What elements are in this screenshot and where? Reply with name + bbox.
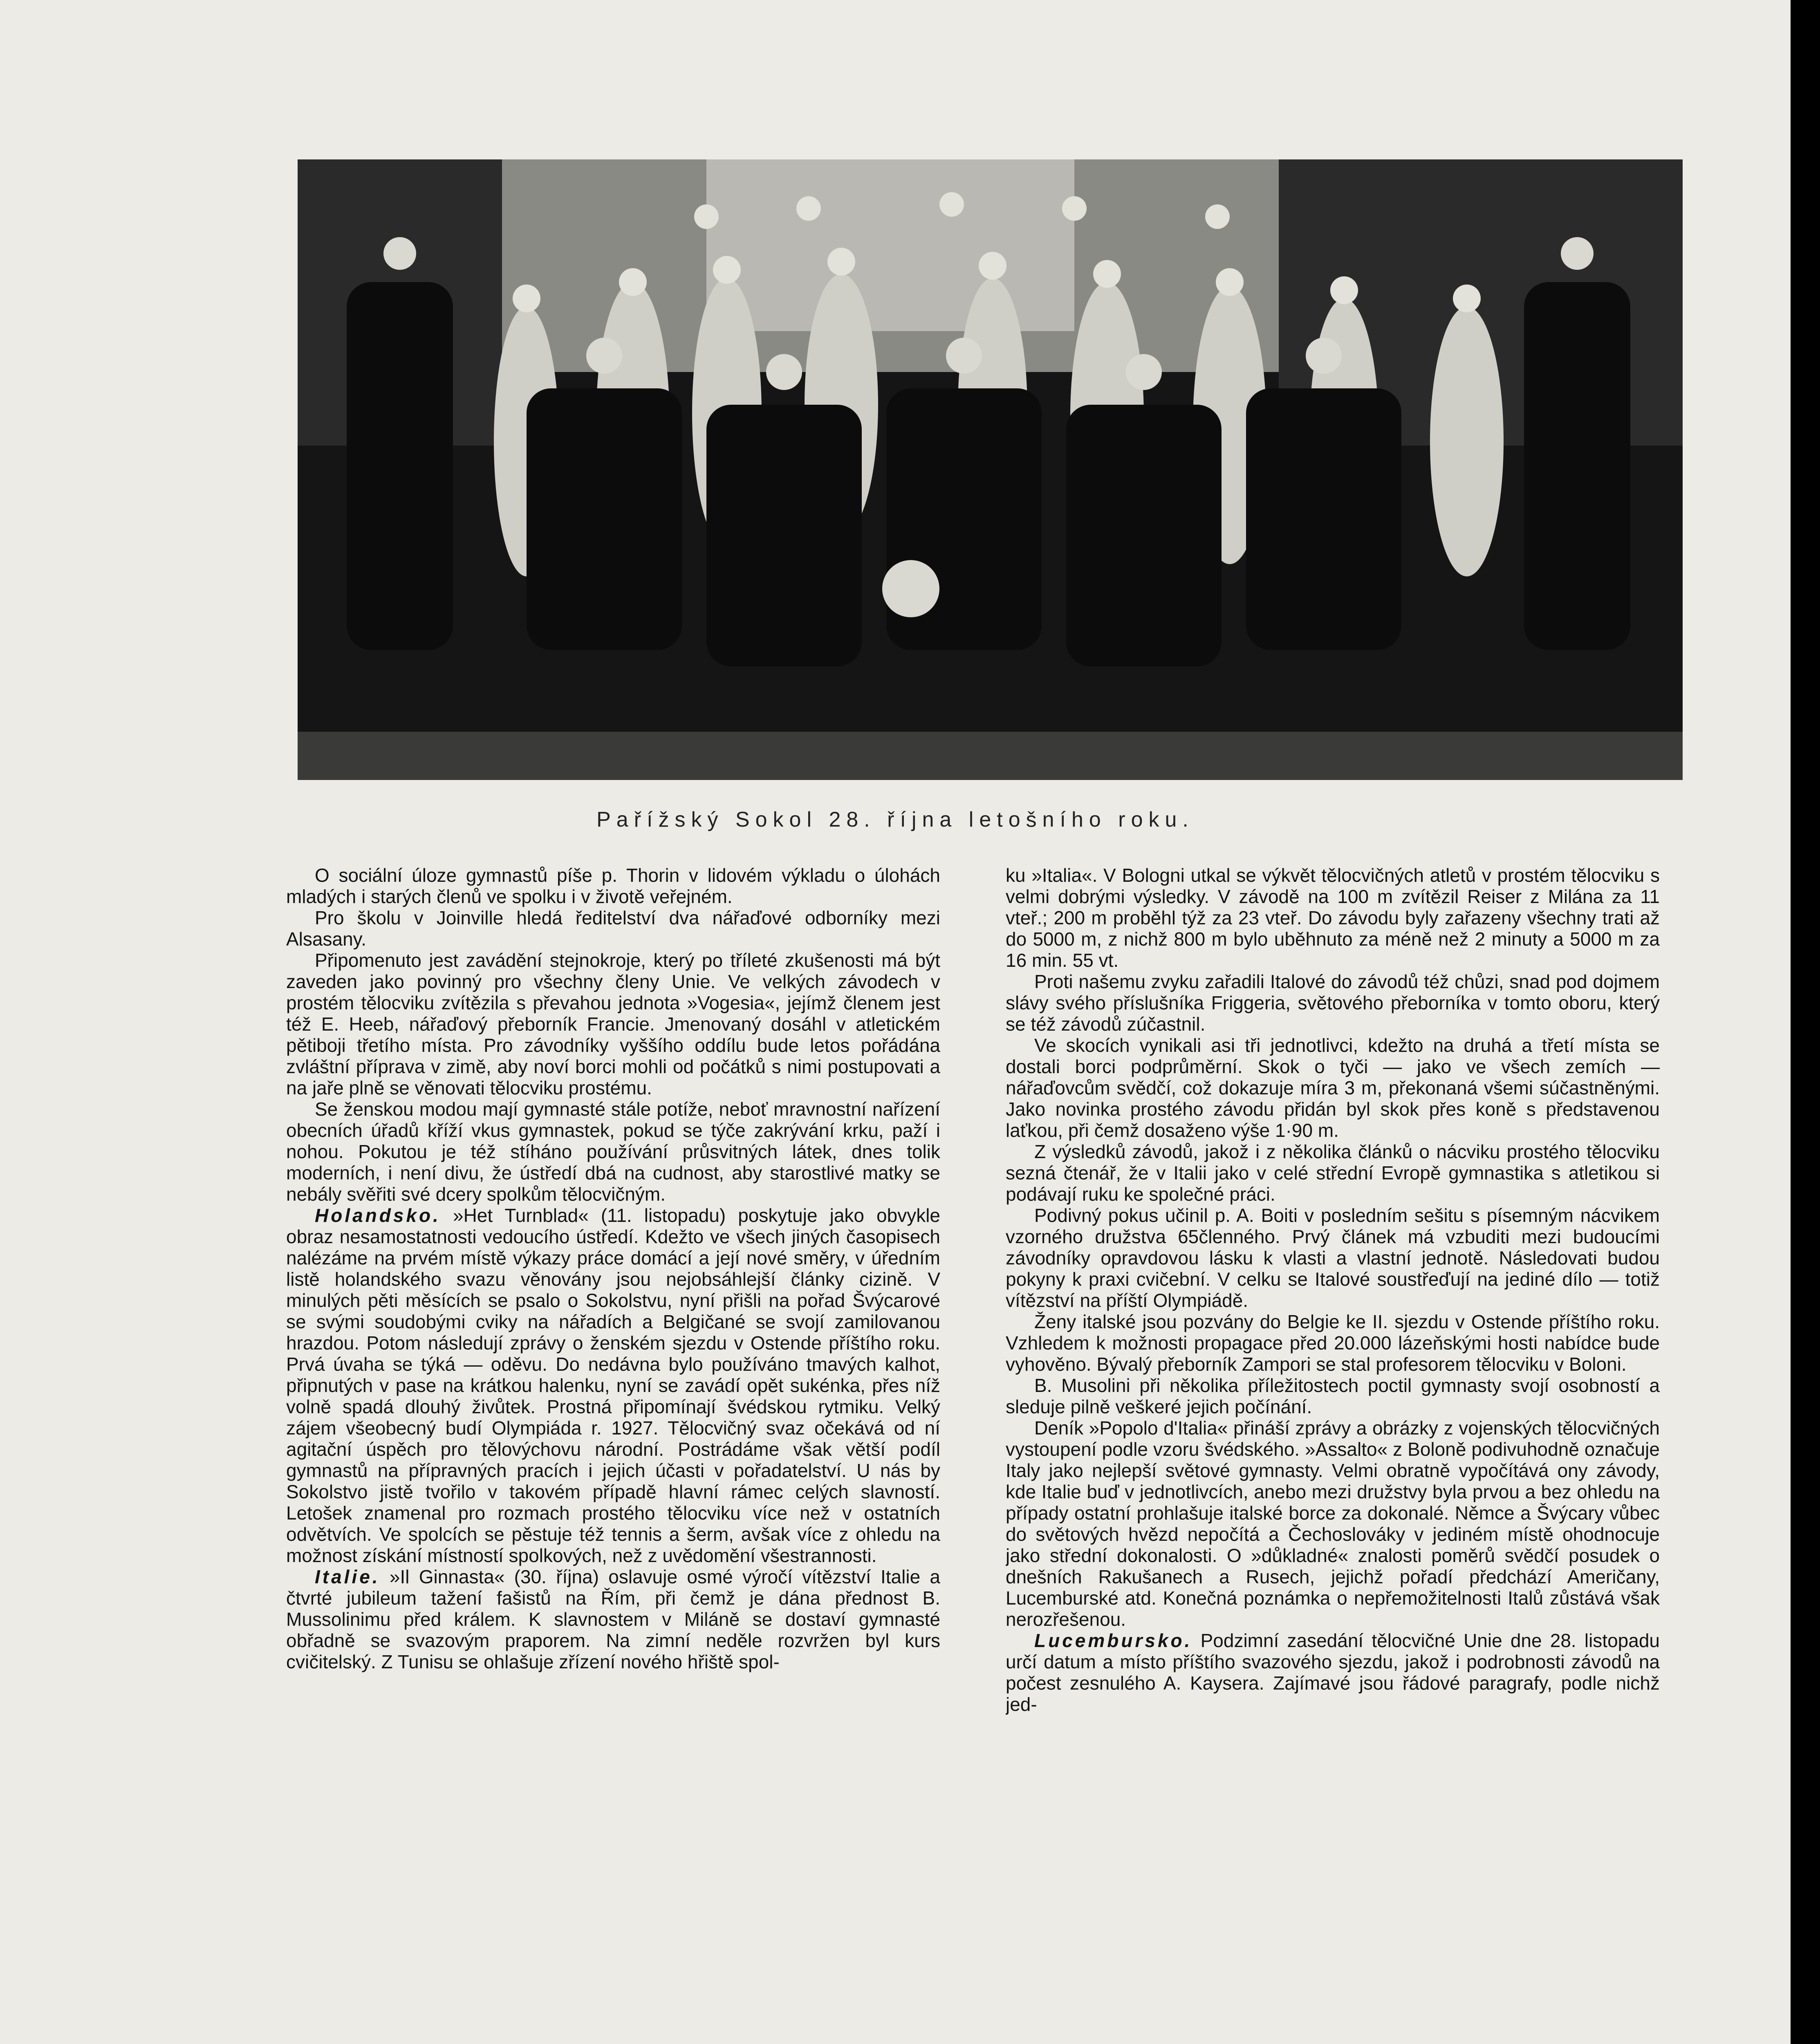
paragraph: Pro školu v Joinville hledá ředitelství dva nářaďové odborníky mezi Alsasany. <box>286 907 940 950</box>
paragraph: Ve skocích vynikali asi tři jednotlivci, kdežto na druhá a třetí místa se dostali borci podprůměrní. Skok o tyči — jako ve všech zemích — nářaďovcům svědčí, což dokazuje míra 3 m, překonaná všemi súčastněnými. Jako novinka prostého závodu přidán byl skok přes koně s představenou laťkou, při čemž dosaženo výše 1·90 m. <box>1006 1035 1660 1141</box>
scan-border-right <box>1791 0 1820 2044</box>
paragraph: Podivný pokus učinil p. A. Boiti v posledním sešitu s písemným nácvikem vzorného družstva 65členného. Prvý článek má vzbuditi mezi budoucími závodníky opravdovou lásku k vlasti a vlastní jednotě. Následovati budou pokyny k praxi cvičební. V celku se Italové soustřeďují na jediné dílo — totiž vítězství na příští Olympiádě. <box>1006 1205 1660 1311</box>
section-heading: Lucembursko. <box>1034 1630 1192 1651</box>
paragraph: Deník »Popolo d'Italia« přináší zprávy a obrázky z vojenských tělocvičných vystoupení podle vzoru švédského. »Assalto« z Boloně podivuhodně označuje Italy jako nejlepší světové gymnasty. Velmi obratně vypočítává ony závody, kde Italie buď v jednotlivcích, anebo mezi družstvy byla prvou a bez ohledu na případy ostatní prohlašuje italské borce za dokonalé. Němce a Švýcary vůbec do světových hvězd nepočítá a Čechoslováky v jediném místě ohodnocuje jako střední dokonalosti. O »důkladné« znalosti poměrů svědčí posudek o dnešních Rakušanech a Rusech, jejichž pořadí předchází Američany, Lucemburské atd. Konečná poznámka o nepřemožitelnosti Italů zůstává však nerozřešenou. <box>1006 1417 1660 1630</box>
left-text-column <box>286 865 940 2044</box>
paragraph: B. Musolini při několika příležitostech poctil gymnasty svojí osobností a sleduje pilně veškeré jejich počínání. <box>1006 1375 1660 1417</box>
group-photograph <box>298 159 1683 780</box>
section-heading: Italie. <box>315 1566 380 1587</box>
paragraph: ku »Italia«. V Bologni utkal se výkvět tělocvičných atletů v prostém tělocviku s velmi dobrými výsledky. V závodě na 100 m zvítězil Reiser z Milána za 11 vteř.; 200 m proběhl týž za 23 vteř. Do závodu byly zařazeny všechny trati až do 5000 m, z nichž 800 m bylo uběhnuto za méně než 2 minuty a 5000 m za 16 min. 55 vt. <box>1006 865 1660 971</box>
photo-illustration <box>298 159 1683 780</box>
paragraph: Připomenuto jest zavádění stejnokroje, který po tříleté zkušenosti má být zaveden jako povinný pro všechny členy Unie. Ve velkých závodech v prostém tělocviku zvítězila s převahou jednota »Vogesia«, jejímž členem jest též E. Heeb, nářaďový přeborník Francie. Jmenovaný dosáhl v atletickém pětiboji třetího místa. Pro závodníky vyššího oddílu bude letos pořádána zvláštní příprava v zimě, aby noví borci mohli od počátků s nimi postupovati a na jaře plně se věnovati tělocviku prostému. <box>286 950 940 1098</box>
paragraph: Se ženskou modou mají gymnasté stále potíže, neboť mravnostní nařízení obecních úřadů kříží vkus gymnastek, pokud se týče zakrývání krku, paží i nohou. Pokutou je též stíháno používání průsvitných látek, dnes tolik moderních, i není divu, že ústředí dbá na cudnost, aby starostlivé matky se nebály svěřiti své dcery spolkům tělocvičným. <box>286 1098 940 1205</box>
right-text-column <box>1006 865 1660 2044</box>
photo-caption: Pařížský Sokol 28. října letošního roku. <box>596 808 1194 831</box>
paragraph: Ženy italské jsou pozvány do Belgie ke II. sjezdu v Ostende příštího roku. Vzhledem k možnosti propagace před 20.000 lázeňskými hosti nabídce bude vyhověno. Bývalý přeborník Zampori se stal profesorem tělocviku v Boloni. <box>1006 1311 1660 1375</box>
paragraph: Holandsko. »Het Turnblad« (11. listopadu) poskytuje jako obvykle obraz nesamostatnosti vedoucího ústředí. Kdežto ve všech jiných časopisech nalézáme na prvém místě výkazy práce domácí a její nové směry, v úředním listě holandského svazu věnovány jsou nejobsáhlejší články cizině. V minulých pěti měsících se psalo o Sokolstvu, nyní přišli na pořad Švýcarové se svými soudobými cviky na nářadích a Belgičané se svojí zamilovanou hrazdou. Potom následují zprávy o ženském sjezdu v Ostende příštího roku. Prvá úvaha se týká — oděvu. Do nedávna bylo používáno tmavých kalhot, připnutých v pase na krátkou halenku, nyní se zavádí opět sukénka, přes níž volně spadá dlouhý živůtek. Prostná připomínají švédskou rytmiku. Velký zájem všeobecný budí Olympiáda r. 1927. Tělocvičný svaz očekává od ní agitační úspěch pro tělovýchovu národní. Postrádáme však větší podíl gymnastů na přípravných pracích i jejich účasti v pořadatelství. U nás by Sokolstvo jistě tvořilo v takovém případě hlavní rámec celých slavností. Letošek znamenal pro rozmach prostého tělocviku více než v ostatních odvětvích. Ve spolcích se pěstuje též tennis a šerm, avšak více z ohledu na možnost získání místností spolkových, než z uvědomění všestrannosti. <box>286 1205 940 1566</box>
paragraph: Proti našemu zvyku zařadili Italové do závodů též chůzi, snad pod dojmem slávy svého příslušníka Friggeria, světového přeborníka v tomto oboru, který se též závodů zúčastnil. <box>1006 971 1660 1035</box>
paragraph: Z výsledků závodů, jakož i z několika článků o nácviku prostého tělocviku sezná čtenář, že v Italii jako v celé střední Evropě gymnastika s atletikou si podávají ruku ke společné práci. <box>1006 1141 1660 1205</box>
paragraph: O sociální úloze gymnastů píše p. Thorin v lidovém výkladu o úlohách mladých i starých členů ve spolku i v životě veřejném. <box>286 865 940 907</box>
paragraph: Lucembursko. Podzimní zasedání tělocvičné Unie dne 28. listopadu určí datum a místo příštího svazového sjezdu, jakož i podrobnosti závodů na počest zesnulého A. Kaysera. Zajímavé jsou řádové paragrafy, podle nichž jed- <box>1006 1630 1660 1715</box>
section-heading: Holandsko. <box>315 1205 441 1226</box>
paragraph: Italie. »Il Ginnasta« (30. října) oslavuje osmé výročí vítězství Italie a čtvrté jubileum tažení fašistů na Řím, při čemž je dána přednost B. Mussolinimu před králem. K slavnostem v Miláně se dostaví gymnasté obřadně se svazovým praporem. Na zimní neděle rozvržen byl kurs cvičitelský. Z Tunisu se ohlašuje zřízení nového hřiště spol- <box>286 1566 940 1672</box>
